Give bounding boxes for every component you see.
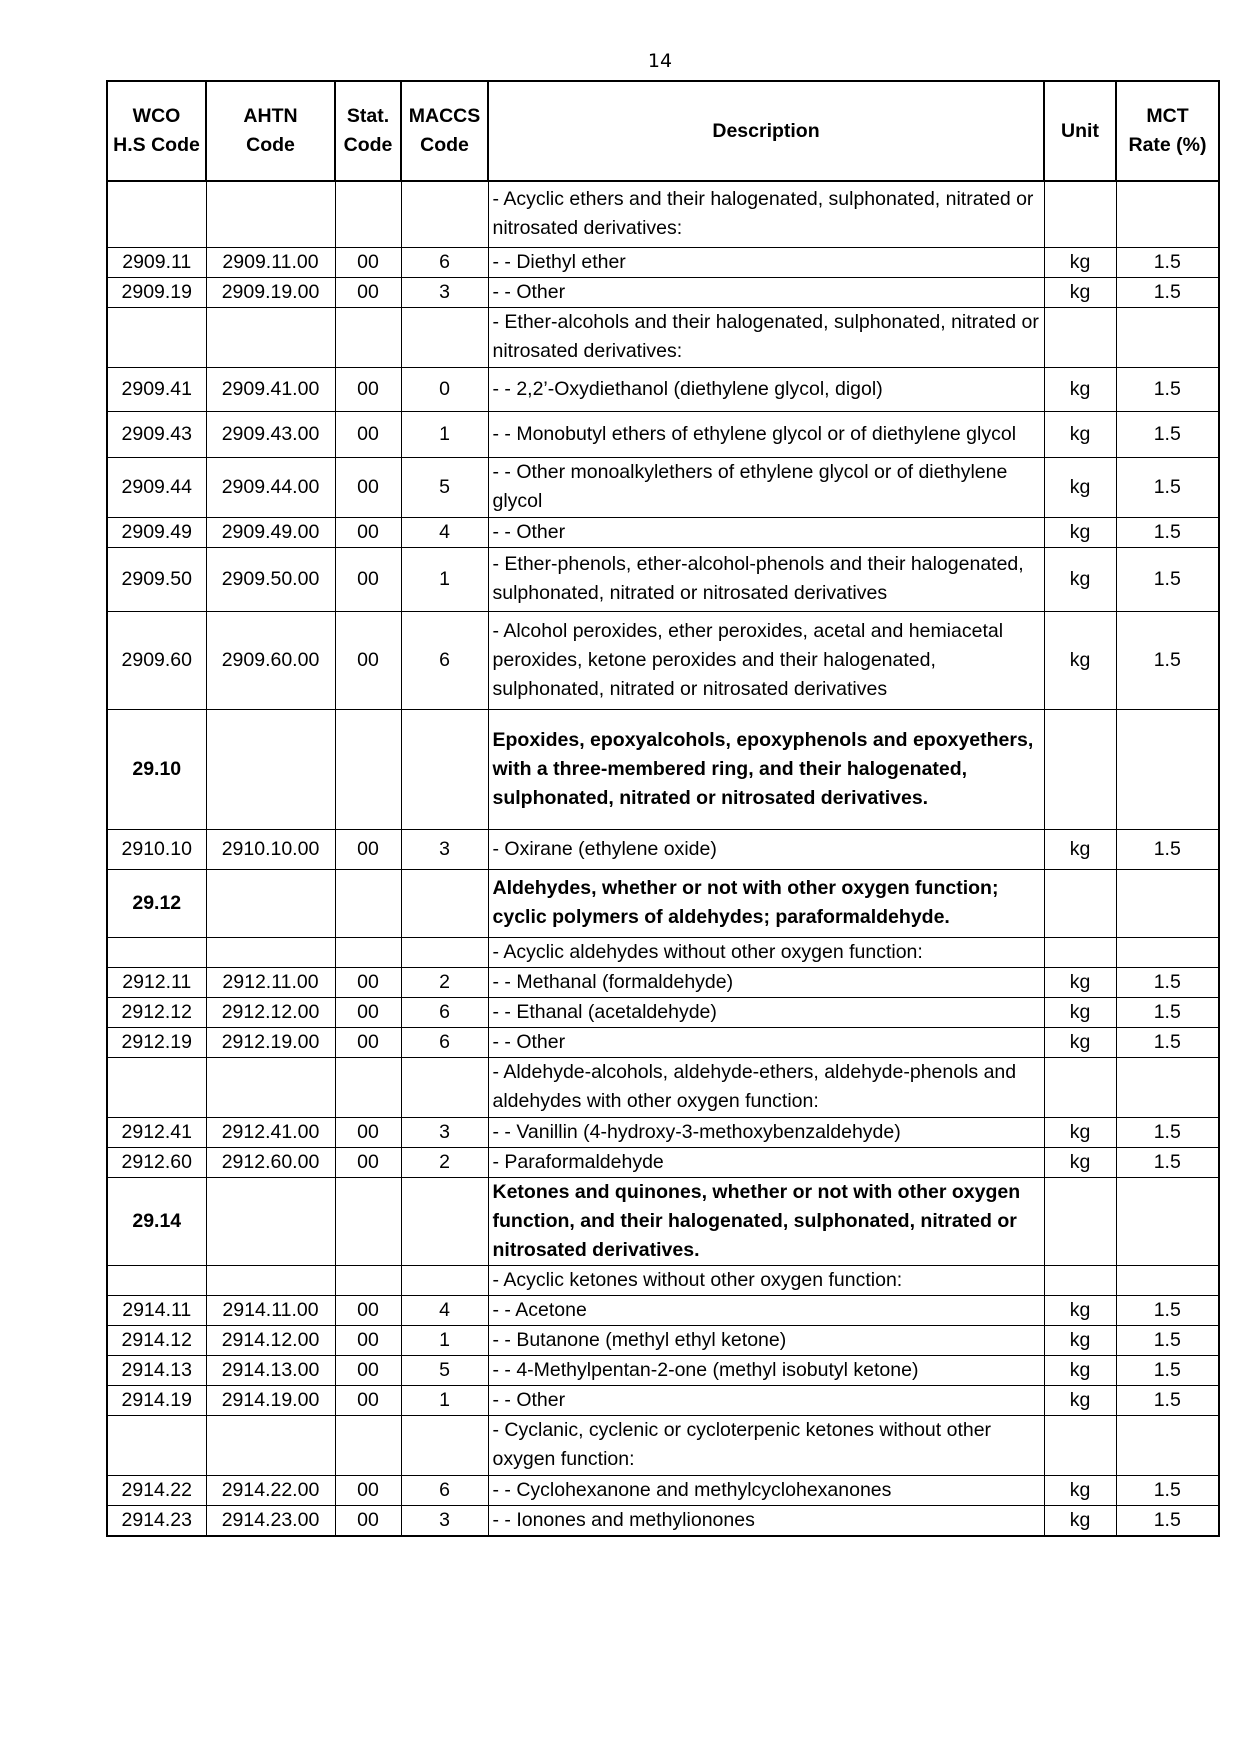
cell-wco-code	[107, 1057, 206, 1117]
cell-stat-code: 00	[335, 1475, 401, 1505]
cell-mct-rate: 1.5	[1116, 1355, 1219, 1385]
cell-wco-code: 2912.19	[107, 1027, 206, 1057]
cell-wco-code	[107, 307, 206, 367]
table-row	[107, 1147, 1219, 1177]
cell-wco-code: 2909.49	[107, 517, 206, 547]
cell-ahtn-code: 2912.19.00	[206, 1027, 335, 1057]
cell-stat-code: 00	[335, 829, 401, 869]
cell-unit: kg	[1044, 1325, 1116, 1355]
header-stat-code	[335, 81, 401, 181]
cell-wco-code: 2914.13	[107, 1355, 206, 1385]
header-mct-rate	[1116, 81, 1219, 181]
cell-ahtn-code	[206, 937, 335, 967]
cell-stat-code: 00	[335, 247, 401, 277]
cell-wco-code: 2914.12	[107, 1325, 206, 1355]
table-row	[107, 1355, 1219, 1385]
header-stat-line1: Stat.	[346, 105, 390, 127]
cell-description: Ketones and quinones, whether or not with other oxygen function, and their halogenated, sulphonated, nitrated or nitrosated derivatives.	[488, 1177, 1044, 1265]
cell-ahtn-code: 2910.10.00	[206, 829, 335, 869]
header-maccs-line1: MACCS	[408, 105, 481, 127]
cell-ahtn-code: 2909.44.00	[206, 457, 335, 517]
cell-mct-rate: 1.5	[1116, 367, 1219, 411]
cell-mct-rate: 1.5	[1116, 277, 1219, 307]
cell-ahtn-code	[206, 1415, 335, 1475]
table-row	[107, 1117, 1219, 1147]
cell-ahtn-code	[206, 869, 335, 937]
cell-mct-rate: 1.5	[1116, 1505, 1219, 1536]
table-row	[107, 547, 1219, 611]
cell-unit: kg	[1044, 517, 1116, 547]
cell-stat-code	[335, 1057, 401, 1117]
cell-unit: kg	[1044, 829, 1116, 869]
table-row	[107, 457, 1219, 517]
cell-maccs-code: 1	[401, 1385, 488, 1415]
cell-unit: kg	[1044, 967, 1116, 997]
table-row	[107, 307, 1219, 367]
header-row	[107, 81, 1219, 181]
table-row	[107, 1057, 1219, 1117]
tariff-body	[107, 181, 1219, 1536]
cell-maccs-code: 4	[401, 517, 488, 547]
cell-wco-code: 29.12	[107, 869, 206, 937]
cell-unit	[1044, 181, 1116, 247]
cell-unit: kg	[1044, 1147, 1116, 1177]
table-row	[107, 967, 1219, 997]
cell-mct-rate: 1.5	[1116, 457, 1219, 517]
cell-mct-rate: 1.5	[1116, 1147, 1219, 1177]
cell-description: - - Cyclohexanone and methylcyclohexanones	[488, 1475, 1044, 1505]
cell-ahtn-code	[206, 709, 335, 829]
cell-unit	[1044, 709, 1116, 829]
cell-description: Aldehydes, whether or not with other oxygen function; cyclic polymers of aldehydes; paraformaldehyde.	[488, 869, 1044, 937]
cell-stat-code: 00	[335, 1295, 401, 1325]
cell-maccs-code: 3	[401, 829, 488, 869]
heading-row	[107, 869, 1219, 937]
cell-ahtn-code: 2914.22.00	[206, 1475, 335, 1505]
cell-mct-rate	[1116, 1177, 1219, 1265]
cell-stat-code	[335, 1177, 401, 1265]
cell-stat-code: 00	[335, 1355, 401, 1385]
cell-maccs-code	[401, 1265, 488, 1295]
cell-stat-code: 00	[335, 967, 401, 997]
cell-unit	[1044, 1265, 1116, 1295]
header-maccs-line2: Code	[420, 134, 469, 156]
cell-stat-code: 00	[335, 1117, 401, 1147]
cell-unit	[1044, 1057, 1116, 1117]
cell-unit: kg	[1044, 997, 1116, 1027]
cell-description: - Ether-alcohols and their halogenated, sulphonated, nitrated or nitrosated derivatives:	[488, 307, 1044, 367]
cell-stat-code: 00	[335, 1505, 401, 1536]
cell-stat-code	[335, 307, 401, 367]
cell-wco-code: 2912.12	[107, 997, 206, 1027]
cell-stat-code: 00	[335, 367, 401, 411]
cell-ahtn-code: 2912.12.00	[206, 997, 335, 1027]
cell-description: - - Monobutyl ethers of ethylene glycol or of diethylene glycol	[488, 411, 1044, 457]
cell-stat-code	[335, 937, 401, 967]
header-wco-line1: WCO	[132, 105, 181, 127]
cell-wco-code: 2914.23	[107, 1505, 206, 1536]
cell-ahtn-code: 2909.50.00	[206, 547, 335, 611]
table-row	[107, 1027, 1219, 1057]
cell-ahtn-code: 2909.49.00	[206, 517, 335, 547]
cell-unit	[1044, 307, 1116, 367]
cell-unit	[1044, 1177, 1116, 1265]
cell-maccs-code: 1	[401, 411, 488, 457]
cell-unit	[1044, 1415, 1116, 1475]
cell-unit: kg	[1044, 247, 1116, 277]
cell-wco-code	[107, 1265, 206, 1295]
cell-mct-rate	[1116, 1415, 1219, 1475]
cell-mct-rate	[1116, 181, 1219, 247]
cell-stat-code: 00	[335, 517, 401, 547]
cell-mct-rate: 1.5	[1116, 997, 1219, 1027]
cell-maccs-code: 2	[401, 1147, 488, 1177]
cell-unit: kg	[1044, 1385, 1116, 1415]
table-row	[107, 1385, 1219, 1415]
cell-maccs-code: 3	[401, 277, 488, 307]
cell-maccs-code: 5	[401, 1355, 488, 1385]
cell-maccs-code: 6	[401, 611, 488, 709]
cell-maccs-code: 6	[401, 997, 488, 1027]
cell-ahtn-code: 2909.19.00	[206, 277, 335, 307]
cell-mct-rate	[1116, 869, 1219, 937]
cell-maccs-code: 1	[401, 547, 488, 611]
cell-ahtn-code	[206, 1265, 335, 1295]
cell-stat-code	[335, 181, 401, 247]
cell-description: - Cyclanic, cyclenic or cycloterpenic ketones without other oxygen function:	[488, 1415, 1044, 1475]
cell-stat-code	[335, 1415, 401, 1475]
cell-maccs-code	[401, 307, 488, 367]
cell-description: - - Other	[488, 517, 1044, 547]
cell-stat-code: 00	[335, 1147, 401, 1177]
cell-stat-code: 00	[335, 277, 401, 307]
cell-wco-code: 2914.19	[107, 1385, 206, 1415]
cell-maccs-code: 6	[401, 247, 488, 277]
table-row	[107, 277, 1219, 307]
cell-mct-rate: 1.5	[1116, 411, 1219, 457]
cell-ahtn-code: 2912.60.00	[206, 1147, 335, 1177]
cell-mct-rate: 1.5	[1116, 1325, 1219, 1355]
cell-stat-code: 00	[335, 1385, 401, 1415]
table-row	[107, 937, 1219, 967]
cell-ahtn-code: 2914.23.00	[206, 1505, 335, 1536]
cell-ahtn-code	[206, 181, 335, 247]
header-description: Description	[488, 81, 1044, 181]
cell-stat-code: 00	[335, 1325, 401, 1355]
header-mct-line1: MCT	[1146, 105, 1189, 127]
cell-description: Epoxides, epoxyalcohols, epoxyphenols and epoxyethers, with a three-membered ring, and their halogenated, sulphonated, nitrated or nitrosated derivatives.	[488, 709, 1044, 829]
cell-stat-code: 00	[335, 611, 401, 709]
cell-ahtn-code: 2914.13.00	[206, 1355, 335, 1385]
cell-mct-rate: 1.5	[1116, 1475, 1219, 1505]
cell-stat-code: 00	[335, 547, 401, 611]
cell-wco-code: 29.10	[107, 709, 206, 829]
cell-mct-rate: 1.5	[1116, 1295, 1219, 1325]
cell-wco-code: 2909.44	[107, 457, 206, 517]
header-wco-line2: H.S Code	[113, 134, 200, 156]
cell-description: - Alcohol peroxides, ether peroxides, acetal and hemiacetal peroxides, ketone peroxides and their halogenated, sulphonated, nitrated or nitrosated derivatives	[488, 611, 1044, 709]
cell-unit	[1044, 869, 1116, 937]
cell-maccs-code	[401, 1057, 488, 1117]
cell-maccs-code: 1	[401, 1325, 488, 1355]
cell-stat-code: 00	[335, 457, 401, 517]
cell-unit: kg	[1044, 1475, 1116, 1505]
header-ahtn-line2: Code	[246, 134, 295, 156]
cell-unit: kg	[1044, 547, 1116, 611]
cell-mct-rate	[1116, 307, 1219, 367]
cell-description: - - Ionones and methylionones	[488, 1505, 1044, 1536]
cell-unit: kg	[1044, 1355, 1116, 1385]
cell-wco-code: 29.14	[107, 1177, 206, 1265]
cell-description: - - Other	[488, 1385, 1044, 1415]
cell-wco-code: 2909.43	[107, 411, 206, 457]
cell-wco-code: 2912.11	[107, 967, 206, 997]
cell-maccs-code: 5	[401, 457, 488, 517]
heading-row	[107, 709, 1219, 829]
cell-maccs-code	[401, 1177, 488, 1265]
cell-description: - - 4-Methylpentan-2-one (methyl isobutyl ketone)	[488, 1355, 1044, 1385]
cell-ahtn-code	[206, 1057, 335, 1117]
cell-mct-rate: 1.5	[1116, 547, 1219, 611]
cell-mct-rate: 1.5	[1116, 829, 1219, 869]
cell-ahtn-code: 2909.60.00	[206, 611, 335, 709]
cell-mct-rate: 1.5	[1116, 1117, 1219, 1147]
cell-description: - - Other monoalkylethers of ethylene glycol or of diethylene glycol	[488, 457, 1044, 517]
cell-unit	[1044, 937, 1116, 967]
cell-ahtn-code: 2909.41.00	[206, 367, 335, 411]
cell-ahtn-code: 2912.41.00	[206, 1117, 335, 1147]
header-unit: Unit	[1044, 81, 1116, 181]
cell-unit: kg	[1044, 277, 1116, 307]
cell-description: - - Ethanal (acetaldehyde)	[488, 997, 1044, 1027]
cell-description: - Ether-phenols, ether-alcohol-phenols and their halogenated, sulphonated, nitrated or nitrosated derivatives	[488, 547, 1044, 611]
table-row	[107, 1295, 1219, 1325]
cell-description: - - Other	[488, 1027, 1044, 1057]
heading-row	[107, 1177, 1219, 1265]
cell-wco-code: 2909.11	[107, 247, 206, 277]
table-row	[107, 1475, 1219, 1505]
cell-description: - - Diethyl ether	[488, 247, 1044, 277]
cell-stat-code	[335, 869, 401, 937]
cell-mct-rate: 1.5	[1116, 1027, 1219, 1057]
cell-maccs-code	[401, 869, 488, 937]
cell-description: - - 2,2’-Oxydiethanol (diethylene glycol, digol)	[488, 367, 1044, 411]
cell-unit: kg	[1044, 411, 1116, 457]
table-row	[107, 517, 1219, 547]
cell-description: - - Other	[488, 277, 1044, 307]
page-number: 14	[647, 50, 673, 72]
cell-mct-rate: 1.5	[1116, 611, 1219, 709]
cell-maccs-code: 6	[401, 1475, 488, 1505]
cell-ahtn-code: 2914.19.00	[206, 1385, 335, 1415]
cell-wco-code	[107, 1415, 206, 1475]
table-row	[107, 181, 1219, 247]
cell-unit: kg	[1044, 367, 1116, 411]
header-wco-hs-code	[107, 81, 206, 181]
cell-maccs-code	[401, 937, 488, 967]
cell-maccs-code: 0	[401, 367, 488, 411]
header-ahtn-line1: AHTN	[243, 105, 298, 127]
table-row	[107, 1325, 1219, 1355]
cell-maccs-code: 3	[401, 1117, 488, 1147]
cell-description: - Paraformaldehyde	[488, 1147, 1044, 1177]
cell-wco-code: 2909.60	[107, 611, 206, 709]
cell-maccs-code: 6	[401, 1027, 488, 1057]
cell-description: - - Butanone (methyl ethyl ketone)	[488, 1325, 1044, 1355]
cell-ahtn-code: 2914.11.00	[206, 1295, 335, 1325]
header-stat-line2: Code	[343, 134, 393, 156]
cell-ahtn-code: 2912.11.00	[206, 967, 335, 997]
cell-description: - - Vanillin (4-hydroxy-3-methoxybenzaldehyde)	[488, 1117, 1044, 1147]
cell-description: - Acyclic aldehydes without other oxygen function:	[488, 937, 1044, 967]
table-row	[107, 411, 1219, 457]
cell-ahtn-code	[206, 307, 335, 367]
table-row	[107, 367, 1219, 411]
cell-maccs-code	[401, 181, 488, 247]
cell-mct-rate	[1116, 1265, 1219, 1295]
cell-stat-code	[335, 709, 401, 829]
cell-unit: kg	[1044, 457, 1116, 517]
cell-mct-rate: 1.5	[1116, 517, 1219, 547]
table-row	[107, 611, 1219, 709]
cell-wco-code: 2909.50	[107, 547, 206, 611]
cell-wco-code: 2914.22	[107, 1475, 206, 1505]
table-row	[107, 1505, 1219, 1536]
tariff-table	[106, 80, 1220, 1537]
cell-mct-rate: 1.5	[1116, 1385, 1219, 1415]
table-row	[107, 997, 1219, 1027]
cell-unit: kg	[1044, 611, 1116, 709]
table-row	[107, 247, 1219, 277]
header-ahtn-code	[206, 81, 335, 181]
header-mct-line2: Rate (%)	[1128, 134, 1207, 156]
cell-description: - Acyclic ketones without other oxygen function:	[488, 1265, 1044, 1295]
cell-maccs-code: 3	[401, 1505, 488, 1536]
cell-mct-rate: 1.5	[1116, 967, 1219, 997]
cell-wco-code: 2909.19	[107, 277, 206, 307]
cell-maccs-code	[401, 1415, 488, 1475]
cell-description: - Oxirane (ethylene oxide)	[488, 829, 1044, 869]
cell-stat-code: 00	[335, 997, 401, 1027]
cell-ahtn-code: 2909.11.00	[206, 247, 335, 277]
cell-unit: kg	[1044, 1117, 1116, 1147]
cell-unit: kg	[1044, 1505, 1116, 1536]
cell-description: - Acyclic ethers and their halogenated, sulphonated, nitrated or nitrosated derivatives:	[488, 181, 1044, 247]
cell-mct-rate	[1116, 709, 1219, 829]
cell-wco-code: 2909.41	[107, 367, 206, 411]
cell-unit: kg	[1044, 1295, 1116, 1325]
cell-mct-rate	[1116, 1057, 1219, 1117]
cell-ahtn-code	[206, 1177, 335, 1265]
cell-wco-code: 2914.11	[107, 1295, 206, 1325]
cell-wco-code: 2910.10	[107, 829, 206, 869]
cell-description: - Aldehyde-alcohols, aldehyde-ethers, aldehyde-phenols and aldehydes with other oxygen function:	[488, 1057, 1044, 1117]
cell-maccs-code: 2	[401, 967, 488, 997]
cell-stat-code: 00	[335, 1027, 401, 1057]
cell-wco-code: 2912.41	[107, 1117, 206, 1147]
cell-description: - - Acetone	[488, 1295, 1044, 1325]
cell-ahtn-code: 2914.12.00	[206, 1325, 335, 1355]
cell-wco-code: 2912.60	[107, 1147, 206, 1177]
cell-mct-rate: 1.5	[1116, 247, 1219, 277]
table-row	[107, 1265, 1219, 1295]
cell-maccs-code	[401, 709, 488, 829]
table-row	[107, 1415, 1219, 1475]
cell-maccs-code: 4	[401, 1295, 488, 1325]
cell-description: - - Methanal (formaldehyde)	[488, 967, 1044, 997]
cell-stat-code: 00	[335, 411, 401, 457]
cell-wco-code	[107, 181, 206, 247]
cell-mct-rate	[1116, 937, 1219, 967]
header-maccs-code	[401, 81, 488, 181]
cell-unit: kg	[1044, 1027, 1116, 1057]
cell-ahtn-code: 2909.43.00	[206, 411, 335, 457]
table-row	[107, 829, 1219, 869]
cell-stat-code	[335, 1265, 401, 1295]
cell-wco-code	[107, 937, 206, 967]
